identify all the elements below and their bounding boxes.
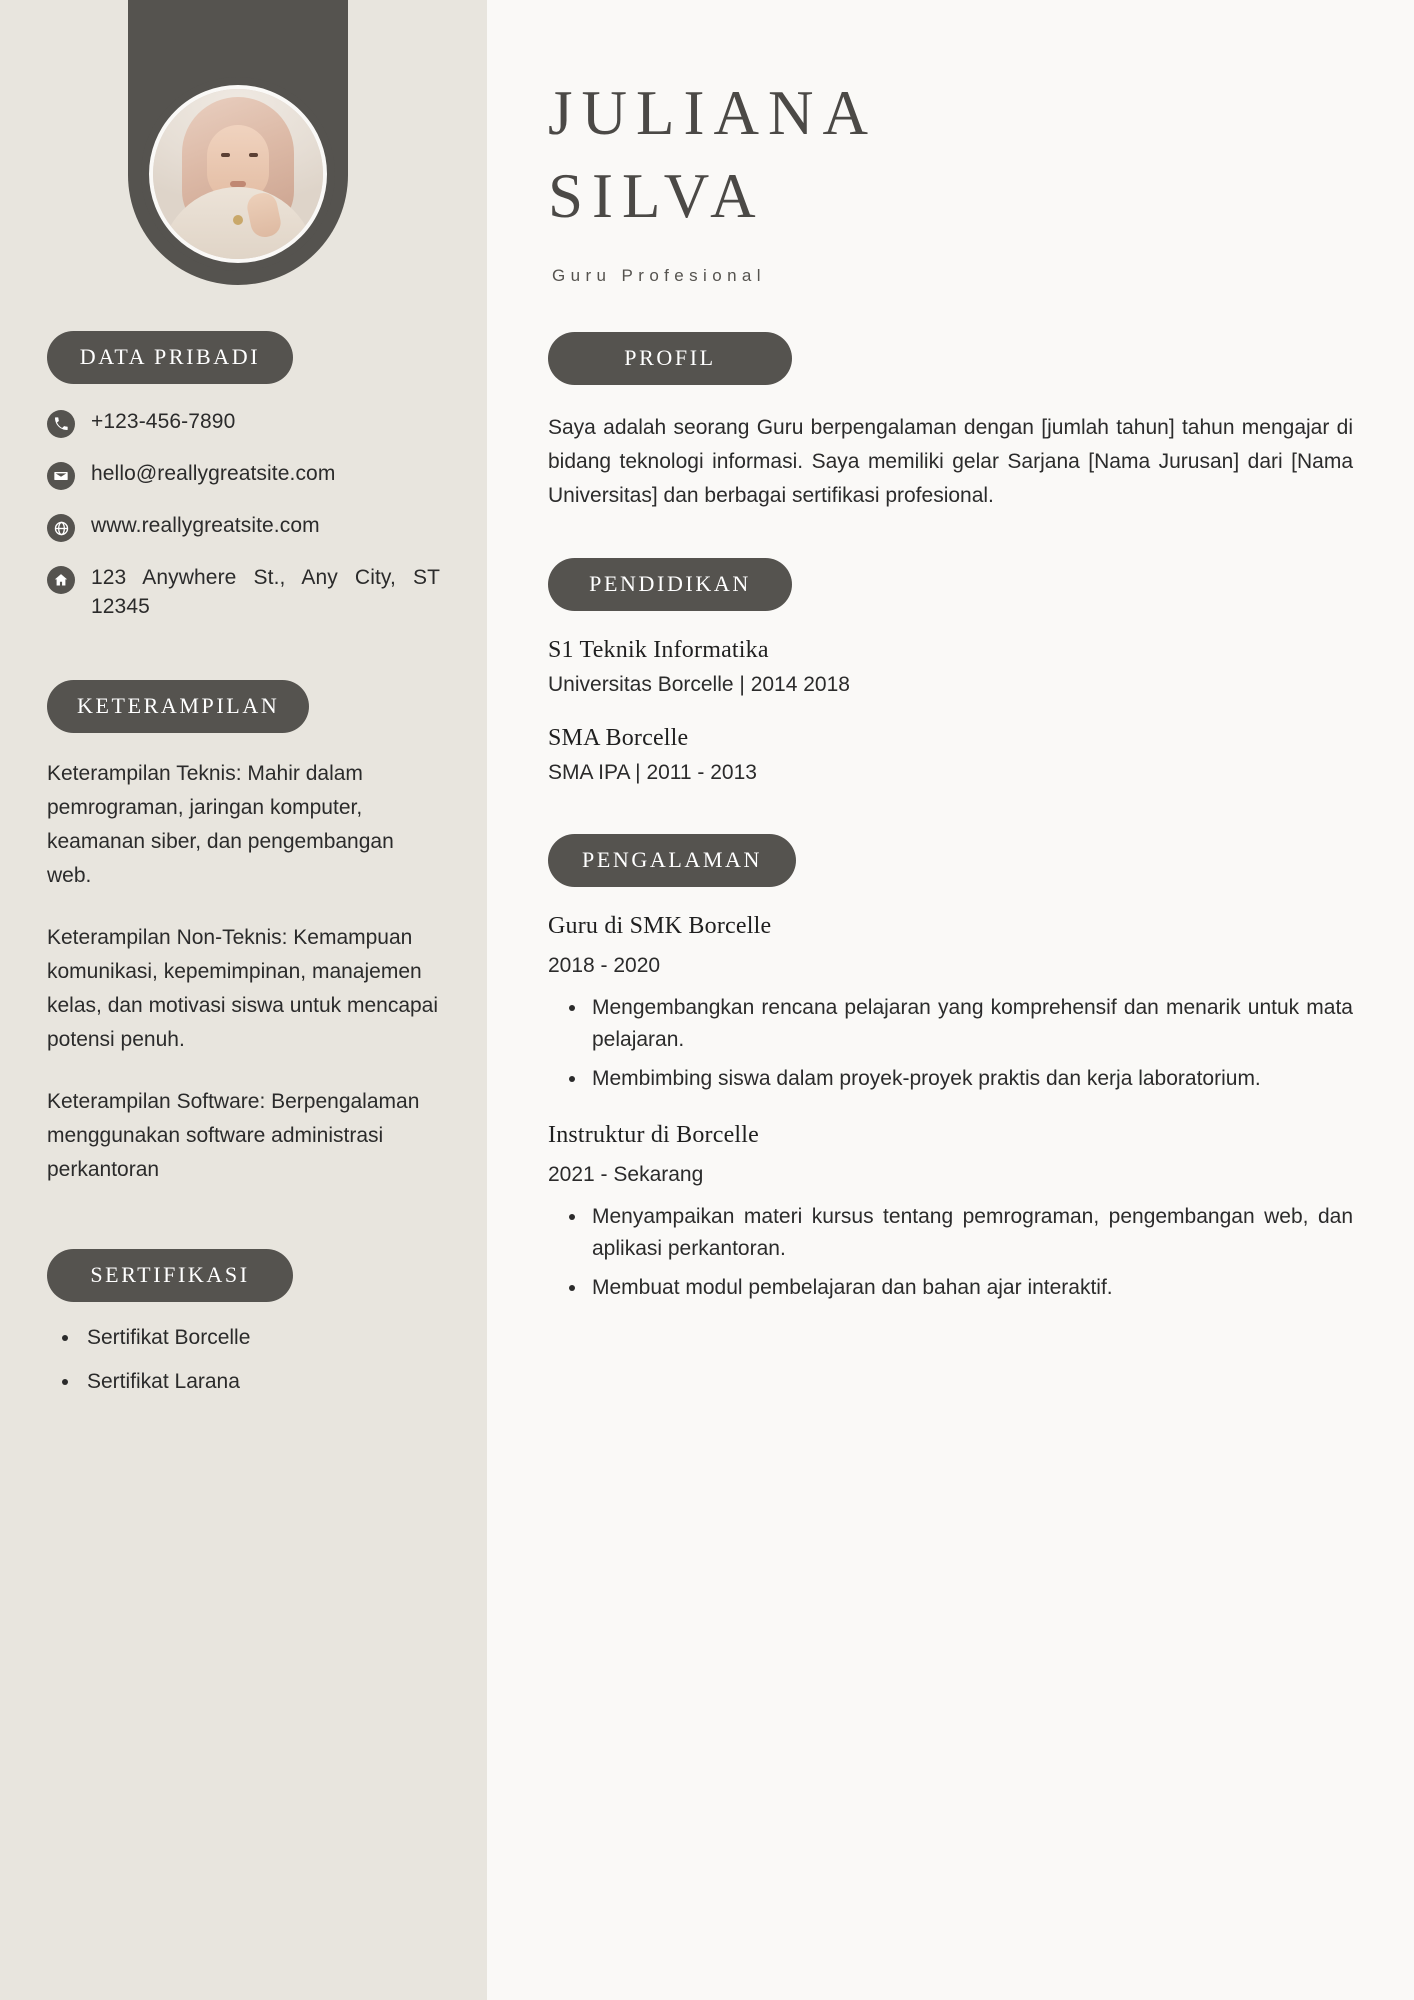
experience-heading-wrap bbox=[548, 834, 1353, 887]
certificate-list bbox=[47, 1326, 440, 1394]
education-meta: Universitas Borcelle | 2014 2018 bbox=[548, 673, 850, 697]
job-role: Guru Profesional bbox=[552, 266, 766, 286]
experience-bullets bbox=[548, 1201, 1353, 1305]
contact-address-value: 123 Anywhere St., Any City, ST 12345 bbox=[91, 566, 440, 618]
section-profile bbox=[548, 332, 1353, 512]
contact-email-value: hello@reallygreatsite.com bbox=[91, 462, 336, 485]
experience-entry bbox=[548, 913, 1353, 1096]
sidebar bbox=[0, 0, 487, 2000]
last-name: SILVA bbox=[548, 161, 765, 232]
contact-item-address[interactable] bbox=[47, 564, 440, 622]
contact-phone-value: +123-456-7890 bbox=[91, 410, 236, 433]
list-item: • Sertifikat Borcelle bbox=[81, 1326, 440, 1350]
main-column bbox=[487, 0, 1414, 2000]
personal-data-heading-wrap bbox=[47, 331, 440, 384]
contact-website-value: www.reallygreatsite.com bbox=[91, 514, 320, 537]
education-meta: SMA IPA | 2011 - 2013 bbox=[548, 761, 757, 785]
skills-heading-wrap bbox=[47, 680, 440, 733]
personal-data-heading: DATA PRIBADI bbox=[47, 331, 293, 384]
skills-heading: KETERAMPILAN bbox=[47, 680, 309, 733]
profile-heading: PROFIL bbox=[548, 332, 792, 385]
experience-period: 2021 - Sekarang bbox=[548, 1162, 704, 1186]
education-entry bbox=[548, 637, 1353, 699]
skills-paragraph-technical: Keterampilan Teknis: Mahir dalam pemrograman, jaringan komputer, keamanan siber, dan pengembangan web. bbox=[47, 761, 394, 887]
contact-item-email[interactable] bbox=[47, 460, 440, 490]
skills-body bbox=[47, 757, 440, 1187]
list-item: • Mengembangkan rencana pelajaran yang komprehensif dan menarik untuk mata pelajaran. bbox=[588, 992, 1353, 1057]
contact-item-website[interactable] bbox=[47, 512, 440, 542]
home-icon bbox=[47, 566, 75, 594]
experience-period: 2018 - 2020 bbox=[548, 953, 661, 977]
skills-paragraph-software: Keterampilan Software: Berpengalaman menggunakan software administrasi perkantoran bbox=[47, 1090, 420, 1182]
education-title: S1 Teknik Informatika bbox=[548, 637, 769, 664]
list-item: • Menyampaikan materi kursus tentang pemrograman, pengembangan web, dan aplikasi perkantoran. bbox=[588, 1201, 1353, 1266]
list-item: • Sertifikat Larana bbox=[81, 1370, 440, 1394]
experience-entry bbox=[548, 1122, 1353, 1305]
phone-icon bbox=[47, 410, 75, 438]
section-skills bbox=[47, 680, 440, 1187]
section-experience bbox=[548, 834, 1353, 1304]
page-title bbox=[548, 72, 1353, 238]
education-heading-wrap bbox=[548, 558, 1353, 611]
education-heading: PENDIDIKAN bbox=[548, 558, 792, 611]
name-block bbox=[548, 0, 1353, 286]
contact-item-phone[interactable] bbox=[47, 408, 440, 438]
certificates-heading-wrap bbox=[47, 1249, 440, 1302]
experience-bullets bbox=[548, 992, 1353, 1096]
email-icon bbox=[47, 462, 75, 490]
first-name: JULIANA bbox=[548, 78, 877, 148]
education-title: SMA Borcelle bbox=[548, 725, 689, 752]
profile-text: Saya adalah seorang Guru berpengalaman dengan [jumlah tahun] tahun mengajar di bidang teknologi informasi. Saya memiliki gelar Sarjana [Nama Jurusan] dari [Nama Universitas] dan berbagai sertifikasi profesional. bbox=[548, 416, 1353, 507]
section-certificates bbox=[47, 1249, 440, 1394]
section-education bbox=[548, 558, 1353, 788]
certificates-heading: SERTIFIKASI bbox=[47, 1249, 293, 1302]
profile-heading-wrap bbox=[548, 332, 1353, 385]
globe-icon bbox=[47, 514, 75, 542]
list-item: • Membuat modul pembelajaran dan bahan ajar interaktif. bbox=[588, 1272, 1353, 1305]
skills-paragraph-nontechnical: Keterampilan Non-Teknis: Kemampuan komunikasi, kepemimpinan, manajemen kelas, dan motivasi siswa untuk mencapai potensi penuh. bbox=[47, 926, 439, 1052]
section-personal-data bbox=[47, 0, 440, 622]
list-item: • Membimbing siswa dalam proyek-proyek praktis dan kerja laboratorium. bbox=[588, 1063, 1353, 1096]
education-entry bbox=[548, 725, 1353, 787]
experience-title: Instruktur di Borcelle bbox=[548, 1121, 760, 1148]
experience-heading: PENGALAMAN bbox=[548, 834, 796, 887]
experience-title: Guru di SMK Borcelle bbox=[548, 912, 772, 939]
contact-list bbox=[47, 408, 440, 622]
